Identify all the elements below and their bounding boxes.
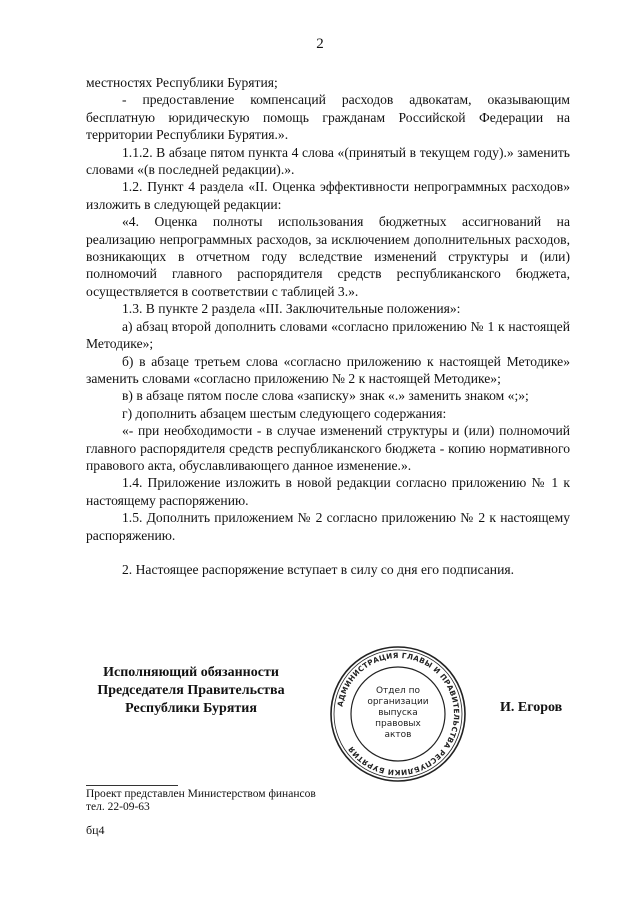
footnote-line: Проект представлен Министерством финансов	[86, 788, 316, 800]
stamp-text: выпуска	[378, 708, 418, 718]
paragraph: 1.5. Дополнить приложением № 2 согласно приложению № 2 к настоящему распоряжению.	[86, 510, 570, 543]
page-number: 2	[316, 36, 324, 52]
signature-title-line: Исполняющий обязанности	[103, 665, 279, 680]
spacer	[86, 544, 570, 561]
footnote	[86, 788, 316, 814]
paragraph: б) в абзаце третьем слова «согласно приложению к настоящей Методике» заменить словами «согласно приложению № 2 к настоящей Методике»;	[86, 353, 570, 386]
document-code: бц4	[86, 823, 105, 837]
footnote-line: тел. 22-09-63	[86, 801, 150, 813]
paragraph: «- при необходимости - в случае изменений структуры и (или) полномочий главного распорядителя средств республиканского бюджета - копию нормативного правового акта, обуславливающего данное изменение.».	[86, 423, 570, 473]
paragraph: «4. Оценка полноты использования бюджетных ассигнований на реализацию непрограммных расходов, за исключением дополнительных расходов, возникающих в отчетном году вследствие изменений структуры и (или) полномочий главного распорядителя средств республиканского бюджета, осуществляется в соответствии с таблицей 3.».	[86, 214, 570, 299]
stamp-text: организации	[367, 697, 429, 707]
stamp-text: актов	[384, 730, 412, 740]
document-body	[86, 74, 570, 578]
signature-title-line: Председателя Правительства	[97, 683, 285, 698]
signer-name: И. Егоров	[500, 700, 563, 715]
footnote-divider	[86, 785, 178, 786]
stamp-ring-text: АДМИНИСТРАЦИЯ ГЛАВЫ И ПРАВИТЕЛЬСТВА РЕСПУБЛИКИ БУРЯТИЯ	[335, 650, 462, 778]
paragraph: а) абзац второй дополнить словами «согласно приложению № 1 к настоящей Методике»;	[86, 318, 570, 352]
paragraph: 1.1.2. В абзаце пятом пункта 4 слова «(принятый в текущем году).» заменить словами «(в последней редакции).».	[86, 144, 570, 178]
signature-title	[86, 664, 296, 718]
paragraph: 1.2. Пункт 4 раздела «II. Оценка эффективности непрограммных расходов» изложить в следующей редакции:	[86, 179, 570, 212]
stamp-text: Отдел по	[375, 686, 421, 696]
paragraph: г) дополнить абзацем шестым следующего содержания:	[122, 405, 447, 421]
final-paragraph: 2. Настоящее распоряжение вступает в силу со дня его подписания.	[122, 561, 515, 577]
paragraph: - предоставление компенсаций расходов адвокатам, оказывающим бесплатную юридическую помощь гражданам Российской Федерации на территории Республики Бурятия.».	[86, 92, 570, 143]
signature-title-line: Республики Бурятия	[125, 701, 257, 716]
paragraph: 1.4. Приложение изложить в новой редакции согласно приложению № 1 к настоящему распоряжению.	[86, 475, 570, 508]
paragraph: местностях Республики Бурятия;	[86, 75, 278, 90]
paragraph: в) в абзаце пятом после слова «записку» знак «.» заменить знаком «;»;	[122, 388, 529, 404]
paragraph: 1.3. В пункте 2 раздела «III. Заключительные положения»:	[122, 301, 461, 317]
stamp-text: правовых	[375, 719, 421, 729]
official-stamp	[328, 644, 468, 784]
